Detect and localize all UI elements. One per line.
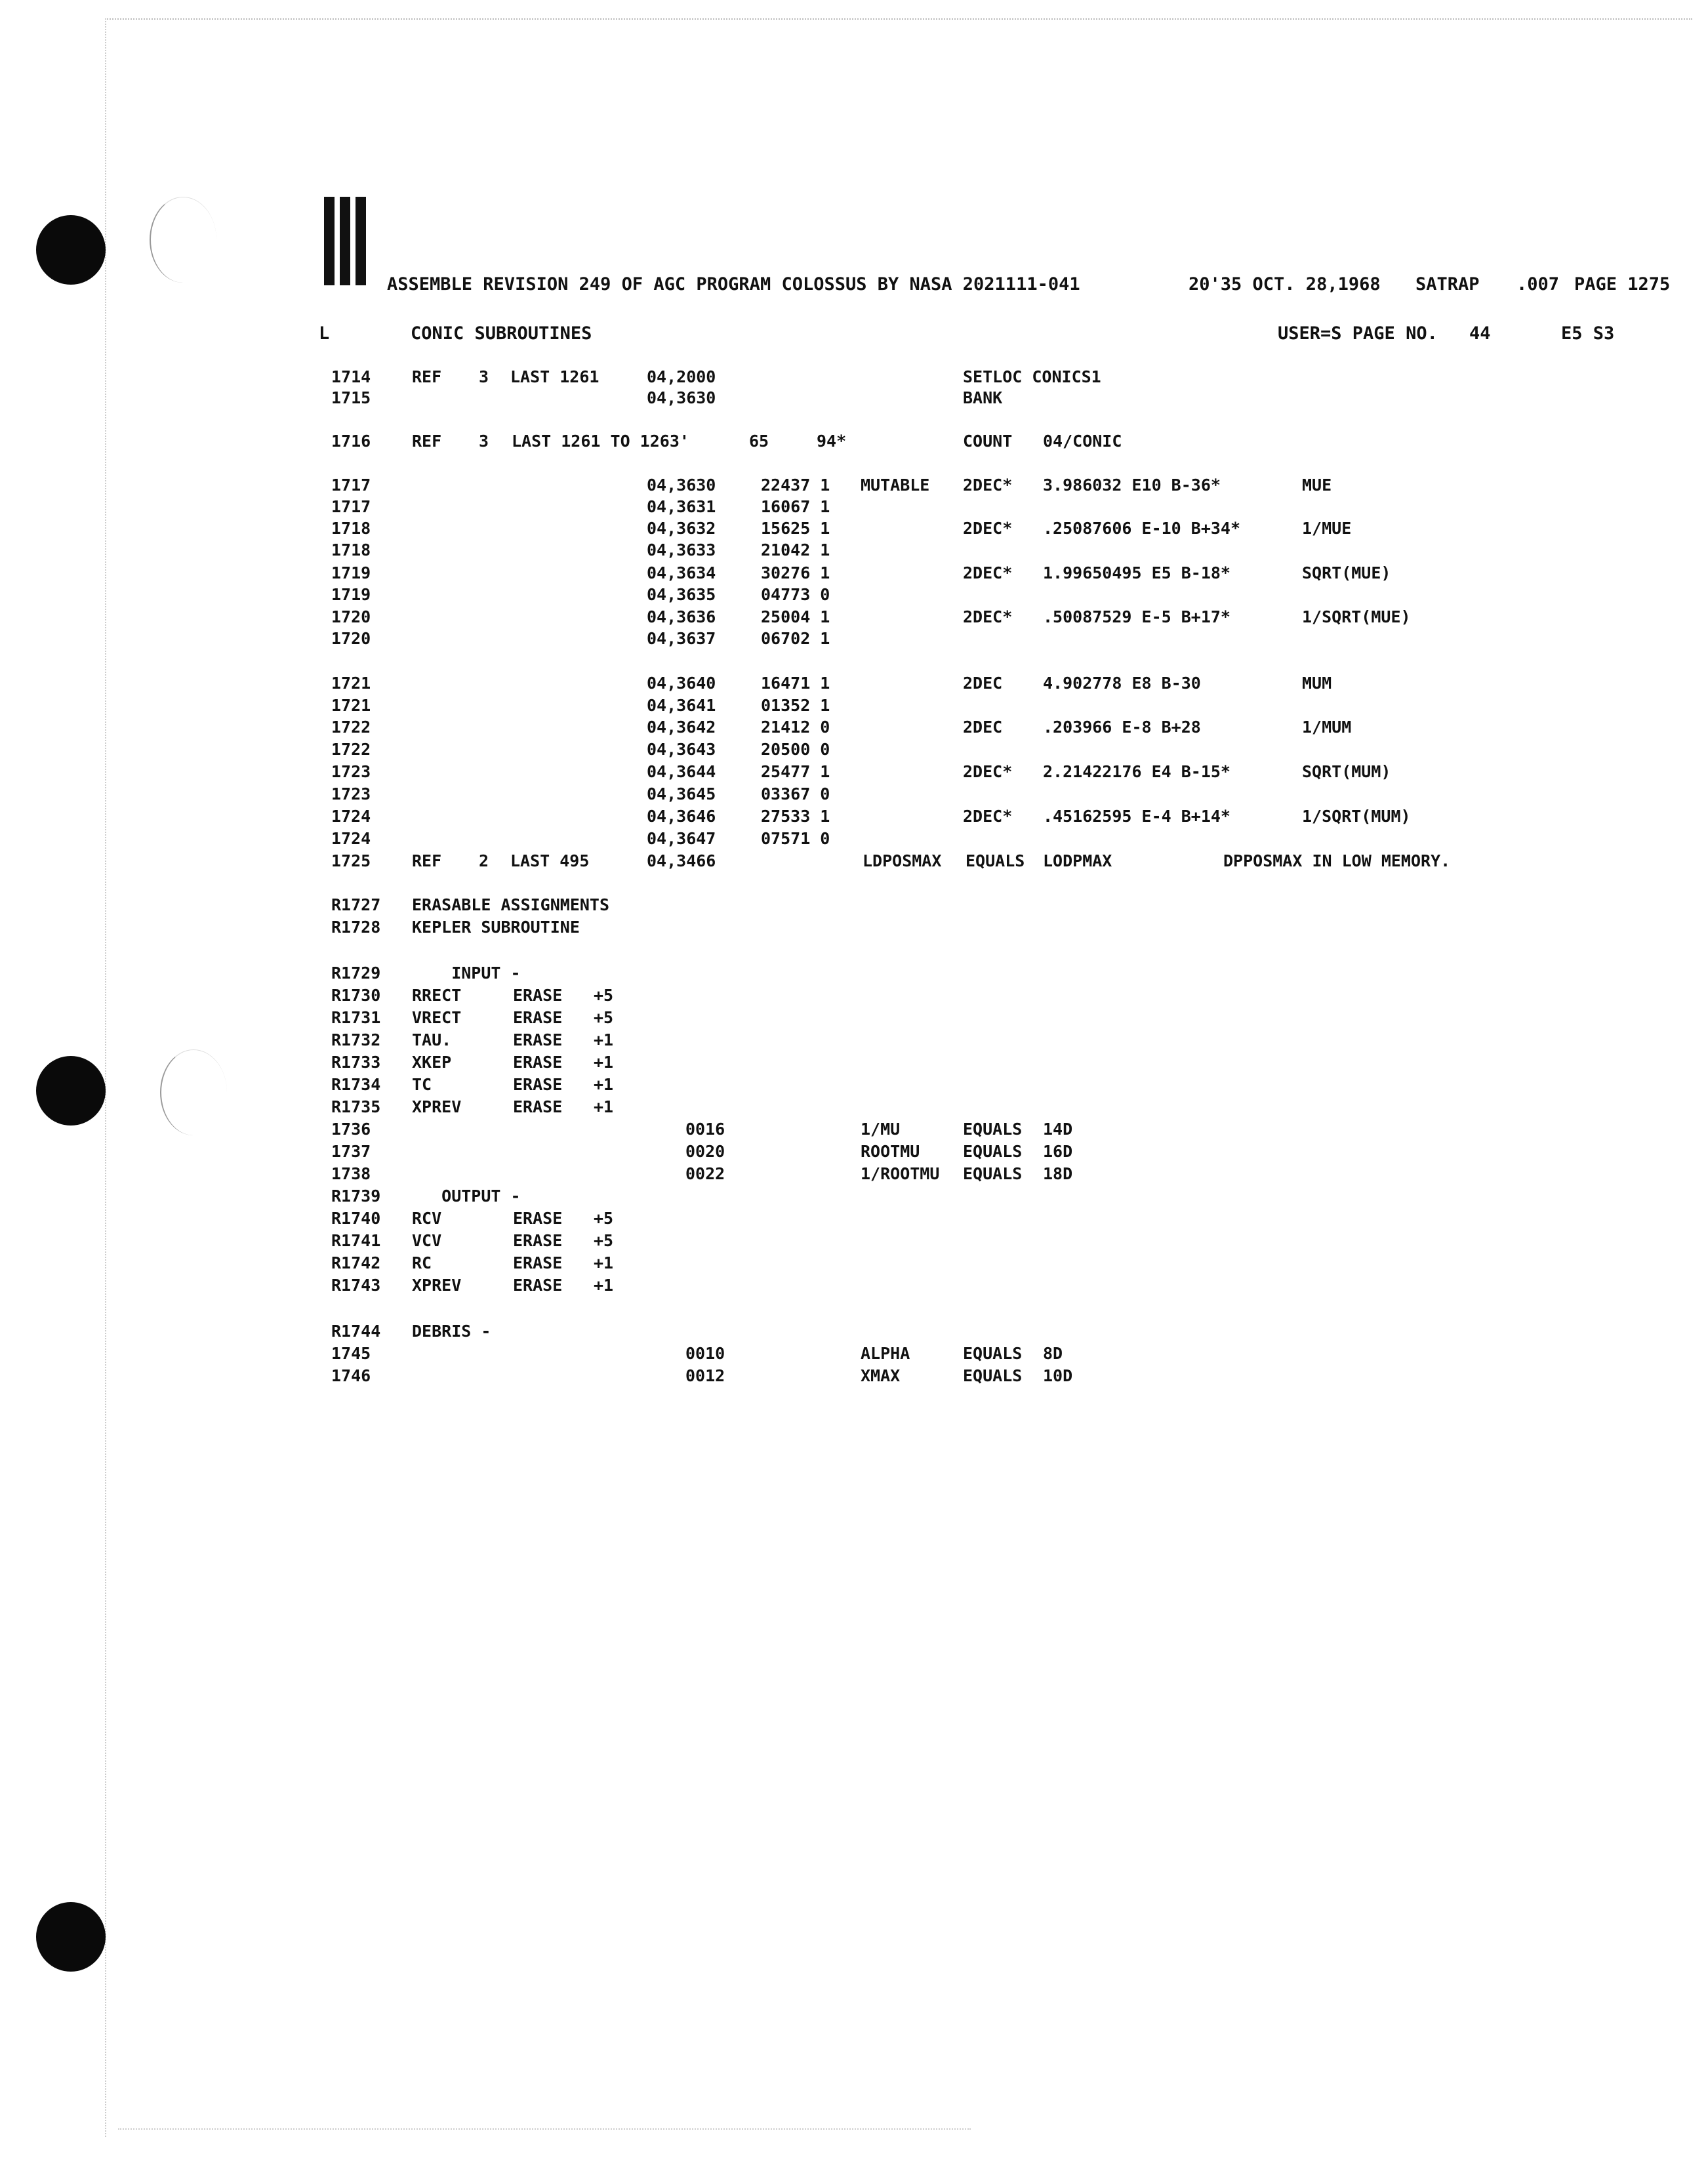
line-opcode: EQUALS <box>963 1142 1023 1161</box>
line-seq: 1724 <box>331 807 371 826</box>
line-comment: 1/SQRT(MUE) <box>1302 607 1411 626</box>
hole-arc-top <box>150 197 216 283</box>
line-seq: 1745 <box>331 1344 371 1363</box>
line-seq: 1718 <box>331 540 371 559</box>
line-comment: MUE <box>1302 476 1332 495</box>
line-operand: .203966 E-8 B+28 <box>1043 718 1201 737</box>
line-seq: 1715 <box>331 388 371 407</box>
line-addr: 04,3647 <box>647 829 716 848</box>
line-seq: 1717 <box>331 476 371 495</box>
line-n: ERASE <box>513 1030 563 1049</box>
line-data: 25477 1 <box>761 762 830 781</box>
line-operand: 16D <box>1043 1142 1073 1161</box>
line-data: 07571 0 <box>761 829 830 848</box>
listing-line <box>0 850 1708 876</box>
line-label: ALPHA <box>861 1344 910 1363</box>
line-seq: R1730 <box>331 986 381 1005</box>
line-seq: 1724 <box>331 829 371 848</box>
line-addr: 04,3630 <box>647 388 716 407</box>
line-seq: R1728 <box>331 918 381 937</box>
line-n: ERASE <box>513 1053 563 1072</box>
line-label: ROOTMU <box>861 1142 920 1161</box>
line-ref: +5 <box>594 986 614 1005</box>
line-ref: +1 <box>594 1253 614 1272</box>
line-comment: 1/SQRT(MUM) <box>1302 807 1411 826</box>
line-op: RRECT <box>412 986 462 1005</box>
binder-mark-3 <box>356 197 366 285</box>
line-seq: R1742 <box>331 1253 381 1272</box>
line-comment: SQRT(MUE) <box>1302 563 1391 582</box>
header-page: PAGE 1275 <box>1574 274 1671 294</box>
line-label: LDPOSMAX <box>863 851 942 870</box>
punch-hole-bottom <box>36 1902 106 1972</box>
line-addr: 04,3645 <box>647 784 716 803</box>
line-data: 22437 1 <box>761 476 830 495</box>
line-op: ERASABLE ASSIGNMENTS <box>412 895 610 914</box>
header-title: ASSEMBLE REVISION 249 OF AGC PROGRAM COLOSSUS BY NASA 2021111-041 <box>387 274 1080 294</box>
line-ref: +5 <box>594 1008 614 1027</box>
line-opcode: EQUALS <box>963 1120 1023 1139</box>
line-addr: 04,3635 <box>647 585 716 604</box>
line-opcode: BANK <box>963 388 1003 407</box>
binder-mark-1 <box>324 197 335 285</box>
line-op: VCV <box>412 1231 442 1250</box>
line-n: 3 <box>479 432 489 451</box>
line-data: 94* <box>817 432 847 451</box>
line-seq: 1738 <box>331 1164 371 1183</box>
line-operand: 04/CONIC <box>1043 432 1122 451</box>
line-seq: R1735 <box>331 1097 381 1116</box>
line-opcode: 2DEC* <box>963 607 1013 626</box>
line-n: ERASE <box>513 986 563 1005</box>
listing-line <box>0 539 1708 565</box>
line-addr: 04,3632 <box>647 519 716 538</box>
line-ref: +5 <box>594 1231 614 1250</box>
subheader-code: E5 S3 <box>1561 323 1615 344</box>
line-seq: 1721 <box>331 674 371 693</box>
line-opcode: 2DEC* <box>963 519 1013 538</box>
line-n: ERASE <box>513 1075 563 1094</box>
line-seq: R1727 <box>331 895 381 914</box>
header-version: .007 <box>1516 274 1560 294</box>
line-ref: +1 <box>594 1075 614 1094</box>
line-seq: R1729 <box>331 964 381 983</box>
line-opcode: EQUALS <box>963 1344 1023 1363</box>
line-data: 21042 1 <box>761 540 830 559</box>
page-edge-top <box>105 18 1692 20</box>
line-seq: 1714 <box>331 367 371 386</box>
line-seq: 1725 <box>331 851 371 870</box>
line-operand: 18D <box>1043 1164 1073 1183</box>
line-seq: R1740 <box>331 1209 381 1228</box>
line-n: 3 <box>479 367 489 386</box>
line-addr: 04,3630 <box>647 476 716 495</box>
listing-line <box>0 1274 1708 1301</box>
line-operand: LODPMAX <box>1043 851 1112 870</box>
line-op: KEPLER SUBROUTINE <box>412 918 580 937</box>
binder-mark-2 <box>340 197 350 285</box>
line-addr: 65 <box>749 432 769 451</box>
line-opcode: 2DEC <box>963 674 1003 693</box>
line-data: 04773 0 <box>761 585 830 604</box>
line-op: XPREV <box>412 1097 462 1116</box>
line-n: ERASE <box>513 1253 563 1272</box>
line-addr: 04,3634 <box>647 563 716 582</box>
line-seq: 1719 <box>331 563 371 582</box>
line-op: RC <box>412 1253 432 1272</box>
line-seq: 1746 <box>331 1366 371 1385</box>
line-addr: 04,3640 <box>647 674 716 693</box>
line-seq: R1731 <box>331 1008 381 1027</box>
line-opcode: EQUALS <box>963 1164 1023 1183</box>
line-n: ERASE <box>513 1276 563 1295</box>
line-addr: 04,3646 <box>647 807 716 826</box>
line-data: 20500 0 <box>761 740 830 759</box>
line-data: 01352 1 <box>761 696 830 715</box>
line-ref: LAST 495 <box>510 851 590 870</box>
line-opcode: 2DEC* <box>963 807 1013 826</box>
subheader-mark: L <box>319 323 330 344</box>
listing-line <box>0 916 1708 943</box>
line-data: 15625 1 <box>761 519 830 538</box>
subheader-line <box>0 323 1708 349</box>
line-ref: +1 <box>594 1276 614 1295</box>
page-edge-bottom <box>118 2128 971 2130</box>
line-addr: 0010 <box>685 1344 725 1363</box>
line-seq: R1733 <box>331 1053 381 1072</box>
line-op: REF <box>412 367 442 386</box>
line-seq: 1722 <box>331 718 371 737</box>
users-page-label: USER=S PAGE NO. <box>1278 323 1438 344</box>
listing-line <box>0 387 1708 413</box>
line-op: INPUT - <box>412 964 521 983</box>
line-op: REF <box>412 851 442 870</box>
line-ref: +5 <box>594 1209 614 1228</box>
line-ref: +1 <box>594 1030 614 1049</box>
line-opcode: 2DEC <box>963 718 1003 737</box>
line-n: ERASE <box>513 1209 563 1228</box>
line-op: RCV <box>412 1209 442 1228</box>
line-seq: 1719 <box>331 585 371 604</box>
line-data: 21412 0 <box>761 718 830 737</box>
listing-line <box>0 628 1708 654</box>
line-comment: 1/MUM <box>1302 718 1352 737</box>
line-opcode: 2DEC* <box>963 762 1013 781</box>
line-seq: 1720 <box>331 629 371 648</box>
line-data: 30276 1 <box>761 563 830 582</box>
line-seq: 1718 <box>331 519 371 538</box>
line-addr: 04,3641 <box>647 696 716 715</box>
line-op: TC <box>412 1075 432 1094</box>
header-satrap: SATRAP <box>1415 274 1480 294</box>
line-opcode: COUNT <box>963 432 1013 451</box>
line-comment: 1/MUE <box>1302 519 1352 538</box>
line-data: 16067 1 <box>761 497 830 516</box>
line-data: 06702 1 <box>761 629 830 648</box>
line-addr: 04,3633 <box>647 540 716 559</box>
line-operand: .50087529 E-5 B+17* <box>1043 607 1230 626</box>
line-addr: 04,3631 <box>647 497 716 516</box>
line-operand: 14D <box>1043 1120 1073 1139</box>
line-seq: 1736 <box>331 1120 371 1139</box>
line-ref: LAST 1261 <box>510 367 600 386</box>
line-operand: .45162595 E-4 B+14* <box>1043 807 1230 826</box>
line-seq: R1732 <box>331 1030 381 1049</box>
line-op: VRECT <box>412 1008 462 1027</box>
line-operand: 8D <box>1043 1344 1063 1363</box>
users-page-number: 44 <box>1469 323 1491 344</box>
line-data: 16471 1 <box>761 674 830 693</box>
line-operand: 4.902778 E8 B-30 <box>1043 674 1201 693</box>
line-n: 2 <box>479 851 489 870</box>
line-seq: 1723 <box>331 784 371 803</box>
line-addr: 0020 <box>685 1142 725 1161</box>
line-label: 1/MU <box>861 1120 901 1139</box>
line-n: ERASE <box>513 1231 563 1250</box>
line-seq: R1739 <box>331 1187 381 1206</box>
line-addr: 04,2000 <box>647 367 716 386</box>
listing-line <box>0 1365 1708 1391</box>
line-ref: LAST 1261 TO 1263' <box>512 432 689 451</box>
line-ref: +1 <box>594 1097 614 1116</box>
line-comment: SQRT(MUM) <box>1302 762 1391 781</box>
line-addr: 04,3466 <box>647 851 716 870</box>
line-op: OUTPUT - <box>412 1187 521 1206</box>
line-seq: R1743 <box>331 1276 381 1295</box>
line-op: DEBRIS - <box>412 1322 491 1341</box>
line-operand: 3.986032 E10 B-36* <box>1043 476 1221 495</box>
line-seq: 1716 <box>331 432 371 451</box>
line-addr: 0016 <box>685 1120 725 1139</box>
line-seq: 1737 <box>331 1142 371 1161</box>
line-addr: 04,3644 <box>647 762 716 781</box>
line-operand: 2.21422176 E4 B-15* <box>1043 762 1230 781</box>
line-addr: 04,3636 <box>647 607 716 626</box>
line-addr: 0012 <box>685 1366 725 1385</box>
line-operand: 10D <box>1043 1366 1073 1385</box>
line-addr: 04,3637 <box>647 629 716 648</box>
section-title: CONIC SUBROUTINES <box>411 323 592 344</box>
line-addr: 04,3643 <box>647 740 716 759</box>
line-seq: 1720 <box>331 607 371 626</box>
line-n: ERASE <box>513 1097 563 1116</box>
line-seq: 1723 <box>331 762 371 781</box>
line-n: ERASE <box>513 1008 563 1027</box>
line-seq: 1721 <box>331 696 371 715</box>
line-ref: +1 <box>594 1053 614 1072</box>
line-opcode: SETLOC CONICS1 <box>963 367 1101 386</box>
line-seq: 1717 <box>331 497 371 516</box>
line-opcode: EQUALS <box>966 851 1025 870</box>
line-operand: 1.99650495 E5 B-18* <box>1043 563 1230 582</box>
line-seq: R1744 <box>331 1322 381 1341</box>
line-data: 27533 1 <box>761 807 830 826</box>
line-seq: R1741 <box>331 1231 381 1250</box>
line-label: MUTABLE <box>861 476 930 495</box>
line-opcode: 2DEC* <box>963 563 1013 582</box>
line-opcode: 2DEC* <box>963 476 1013 495</box>
line-addr: 04,3642 <box>647 718 716 737</box>
line-opcode: EQUALS <box>963 1366 1023 1385</box>
line-op: XKEP <box>412 1053 452 1072</box>
line-data: 03367 0 <box>761 784 830 803</box>
line-comment: MUM <box>1302 674 1332 693</box>
line-operand: .25087606 E-10 B+34* <box>1043 519 1241 538</box>
line-op: TAU. <box>412 1030 452 1049</box>
line-op: REF <box>412 432 442 451</box>
line-seq: 1722 <box>331 740 371 759</box>
line-seq: R1734 <box>331 1075 381 1094</box>
line-comment: DPPOSMAX IN LOW MEMORY. <box>1223 851 1451 870</box>
line-op: XPREV <box>412 1276 462 1295</box>
line-data: 25004 1 <box>761 607 830 626</box>
header-line <box>0 274 1708 300</box>
listing-line <box>0 430 1708 457</box>
line-label: 1/ROOTMU <box>861 1164 940 1183</box>
line-label: XMAX <box>861 1366 901 1385</box>
line-addr: 0022 <box>685 1164 725 1183</box>
header-time: 20'35 OCT. 28,1968 <box>1189 274 1381 294</box>
